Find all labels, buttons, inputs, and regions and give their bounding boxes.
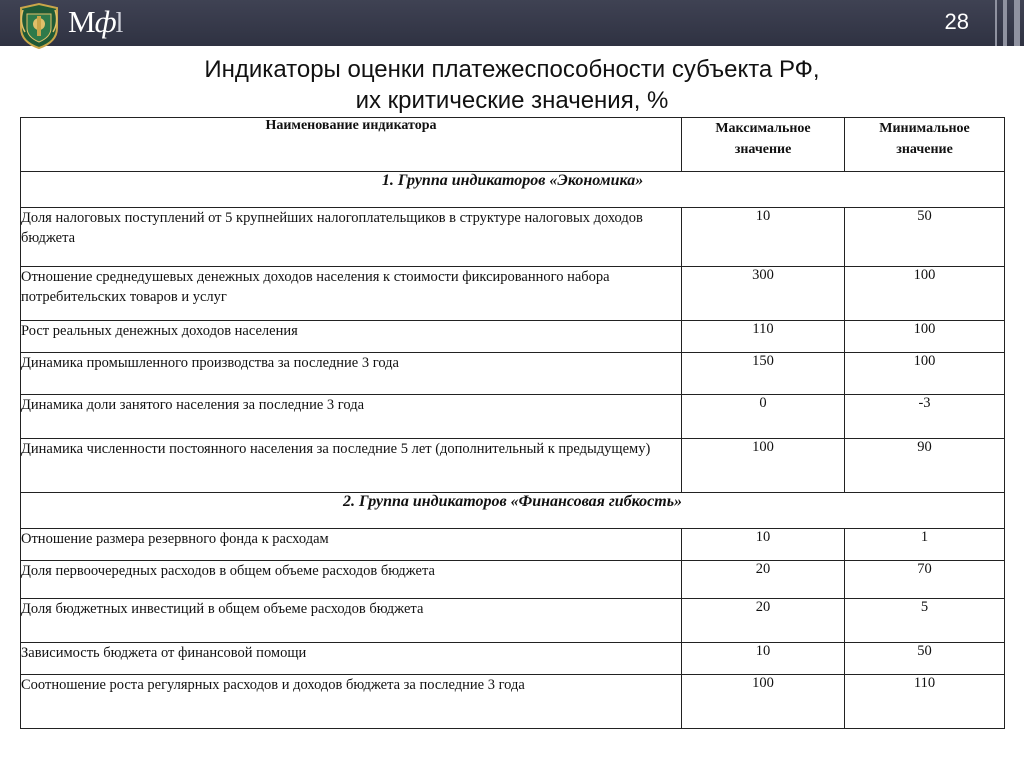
max-value: 10 [682, 643, 845, 675]
indicator-name: Динамика промышленного производства за последние 3 года [21, 353, 682, 395]
decor-stripe [1014, 0, 1020, 46]
group-title: 1. Группа индикаторов «Экономика» [21, 172, 1005, 208]
min-value: 5 [845, 599, 1005, 643]
min-value: 100 [845, 353, 1005, 395]
decor-stripe [1003, 0, 1007, 46]
title-line-2: их критические значения, % [355, 87, 669, 114]
table-header-row [21, 118, 1005, 172]
indicator-name: Отношение размера резервного фонда к расходам [21, 529, 682, 561]
group-row [21, 493, 1005, 529]
max-value: 150 [682, 353, 845, 395]
indicator-name: Динамика доли занятого населения за последние 3 года [21, 395, 682, 439]
indicator-name: Рост реальных денежных доходов населения [21, 321, 682, 353]
logo-letter-m: М [68, 4, 95, 39]
header-min-line2: значение [896, 142, 953, 157]
table-row [21, 529, 1005, 561]
logo-suffix: l [115, 8, 123, 39]
table-row [21, 267, 1005, 321]
indicator-name: Динамика численности постоянного населения за последние 5 лет (дополнительный к предыдущему) [21, 439, 682, 493]
table-row [21, 439, 1005, 493]
table-row [21, 353, 1005, 395]
min-value: 50 [845, 643, 1005, 675]
indicator-name: Зависимость бюджета от финансовой помощи [21, 643, 682, 675]
min-value: 110 [845, 675, 1005, 729]
header-max-value [682, 118, 845, 172]
max-value: 20 [682, 599, 845, 643]
header-indicator-name: Наименование индикатора [21, 118, 682, 172]
max-value: 0 [682, 395, 845, 439]
title-line-1: Индикаторы оценки платежеспособности субъекта РФ, [204, 56, 820, 83]
min-value: 1 [845, 529, 1005, 561]
max-value: 10 [682, 529, 845, 561]
max-value: 20 [682, 561, 845, 599]
table-row [21, 321, 1005, 353]
header-min-line1: Минимальное [879, 121, 970, 136]
decor-stripe [995, 0, 997, 46]
table-row [21, 208, 1005, 267]
table-row [21, 561, 1005, 599]
slide-title [0, 54, 1024, 116]
table-row [21, 599, 1005, 643]
logo-text [68, 4, 122, 40]
coat-of-arms-icon [17, 2, 61, 50]
indicator-name: Отношение среднедушевых денежных доходов населения к стоимости фиксированного набора потребительских товаров и услуг [21, 267, 682, 321]
indicators-table [20, 117, 1005, 729]
table-row [21, 395, 1005, 439]
max-value: 100 [682, 675, 845, 729]
table-row [21, 643, 1005, 675]
page-number: 28 [944, 9, 969, 34]
header-min-value [845, 118, 1005, 172]
indicator-name: Доля первоочередных расходов в общем объеме расходов бюджета [21, 561, 682, 599]
top-bar [0, 0, 1024, 46]
min-value: -3 [845, 395, 1005, 439]
logo-letter-f: ф [94, 4, 116, 39]
min-value: 50 [845, 208, 1005, 267]
max-value: 300 [682, 267, 845, 321]
indicator-name: Доля бюджетных инвестиций в общем объеме расходов бюджета [21, 599, 682, 643]
min-value: 70 [845, 561, 1005, 599]
group-title: 2. Группа индикаторов «Финансовая гибкость» [21, 493, 1005, 529]
min-value: 90 [845, 439, 1005, 493]
max-value: 110 [682, 321, 845, 353]
header-max-line2: значение [734, 142, 792, 157]
indicator-name: Соотношение роста регулярных расходов и доходов бюджета за последние 3 года [21, 675, 682, 729]
table-row [21, 675, 1005, 729]
header-max-line1: Максимальное [715, 121, 811, 136]
min-value: 100 [845, 267, 1005, 321]
max-value: 10 [682, 208, 845, 267]
group-row [21, 172, 1005, 208]
max-value: 100 [682, 439, 845, 493]
min-value: 100 [845, 321, 1005, 353]
indicator-name: Доля налоговых поступлений от 5 крупнейших налогоплательщиков в структуре налоговых доходов бюджета [21, 208, 682, 267]
